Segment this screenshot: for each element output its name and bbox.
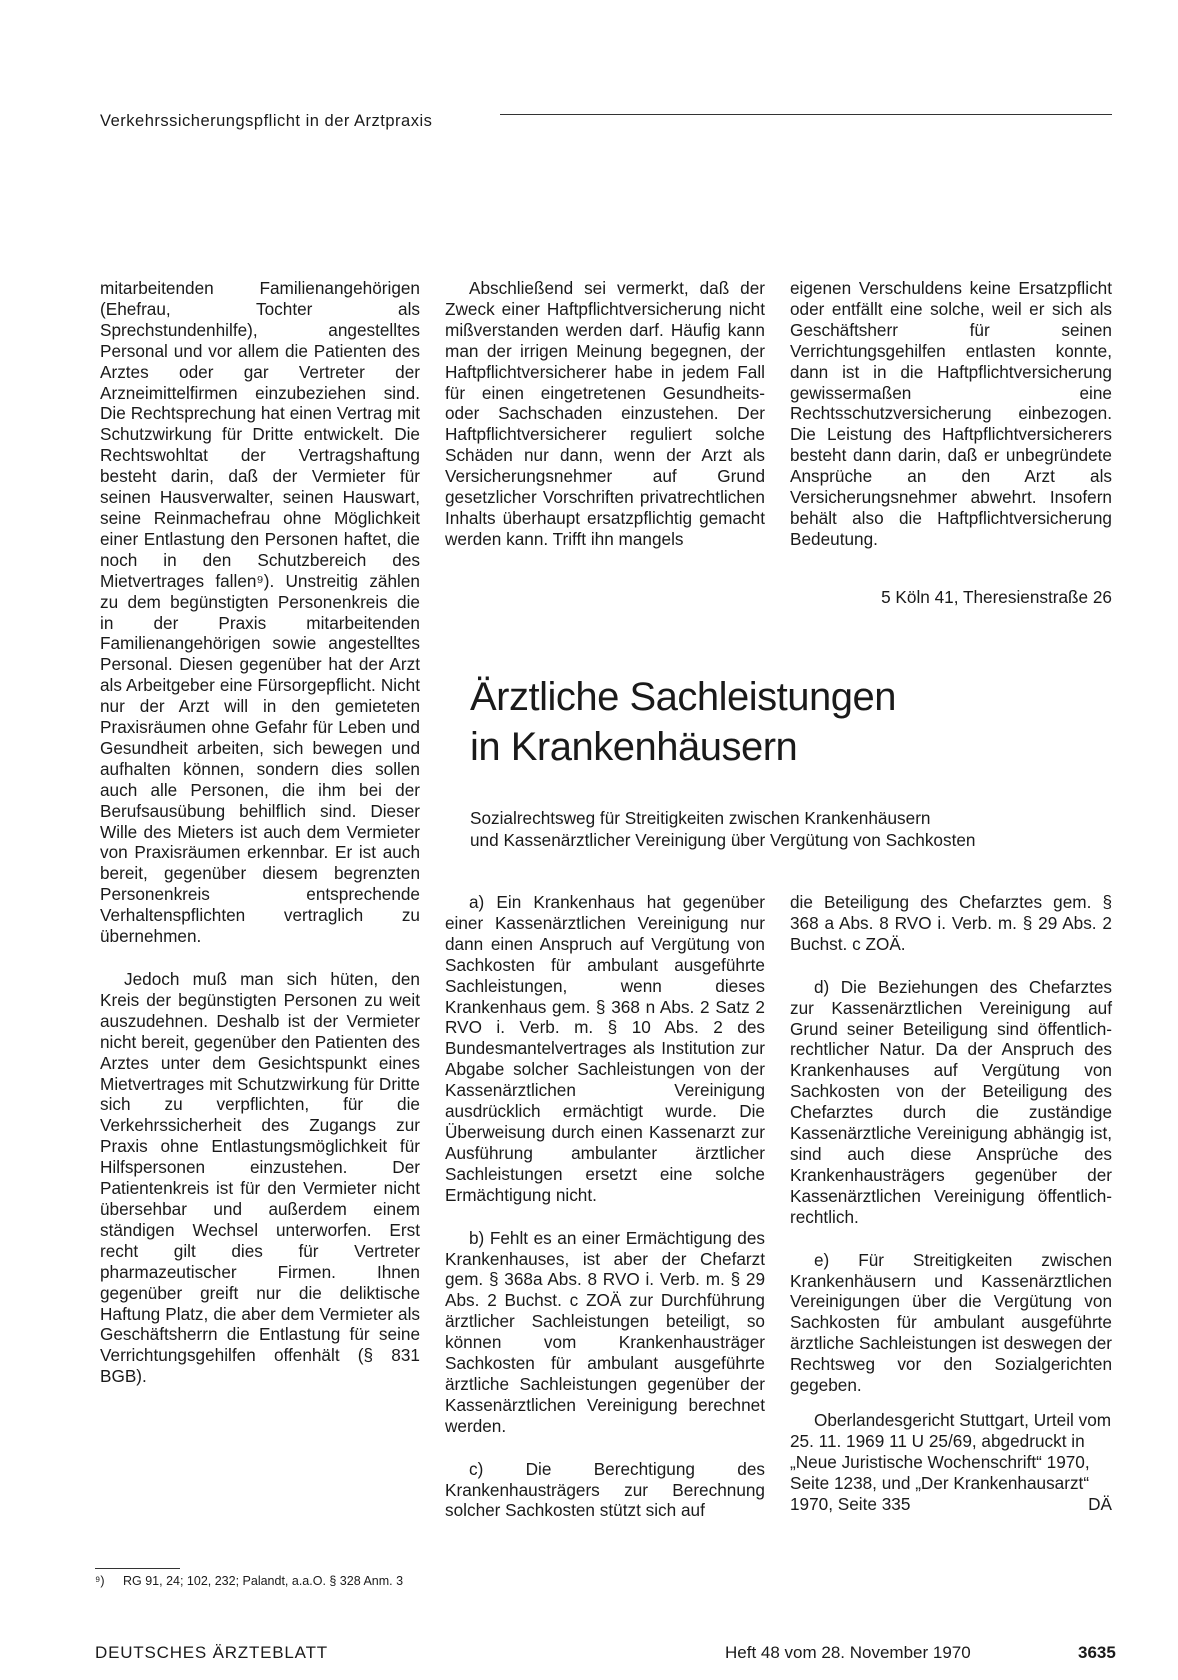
subtitle-line: und Kassenärztlicher Vereinigung über Vergütung von Sachkosten bbox=[470, 830, 976, 850]
title-line: Ärztliche Sachleistungen bbox=[470, 675, 897, 719]
footnote-rule bbox=[95, 1568, 180, 1569]
paragraph: b) Fehlt es an einer Ermächtigung des Krankenhauses, ist aber der Chefarzt gem. § 368a Abs. 8 RVO i. Verb. m. § 29 Abs. 2 Buchst. c ZOÄ zur Durchführung ärztlicher Sachleistungen beteiligt, so können vom Krankenhausträger Sachkosten für ambulant ausgeführte ärztliche Sachleistungen gegenüber der Kassenärztlichen Vereinigung berechnet werden. bbox=[445, 1227, 765, 1436]
source-citation bbox=[790, 1410, 1112, 1515]
journal-name: DEUTSCHES ÄRZTEBLATT bbox=[95, 1643, 328, 1662]
footnote bbox=[95, 1574, 420, 1589]
article-subtitle bbox=[470, 807, 1110, 851]
column-1 bbox=[100, 278, 420, 1387]
column-3 bbox=[790, 278, 1112, 550]
article-column-2 bbox=[790, 892, 1112, 1514]
source-text: Oberlandesgericht Stuttgart, Urteil vom 25. 11. 1969 11 U 25/69, abgedruckt in „Neue Juristische Wochenschrift“ 1970, Seite 1238, und „Der Krankenhausarzt“ 1970, Seite 335 bbox=[790, 1409, 1112, 1514]
title-line: in Krankenhäusern bbox=[470, 725, 798, 769]
source-tag: DÄ bbox=[1088, 1493, 1112, 1514]
paragraph: Abschließend sei vermerkt, daß der Zweck einer Haftpflichtversicherung nicht mißverstanden werden darf. Häufig kann man der irrigen Meinung begegnen, der Haftpflichtversicherer habe in jedem Fall für einen eingetretenen Gesundheits- oder Sachschaden einzustehen. Der Haftpflichtversicherer reguliert solche Schäden nur dann, wenn der Arzt als Versicherungsnehmer auf Grund gesetzlicher Vorschriften privatrechtlichen Inhalts überhaupt ersatzpflichtig gemacht werden kann. Trifft ihn mangels bbox=[445, 278, 765, 549]
paragraph: eigenen Verschuldens keine Ersatzpflicht oder entfällt eine solche, weil er sich als Geschäftsherr für seinen Verrichtungsgehilfen entlasten konnte, dann ist in die Haftpflichtversicherung gewissermaßen eine Rechtsschutzversicherung einbezogen. Die Leistung des Haftpflichtversicherers besteht dann darin, daß er unbegründete Ansprüche an den Arzt als Versicherungsnehmer abwehrt. Insofern behält also die Haftpflichtversicherung Bedeutung. bbox=[790, 278, 1112, 549]
paragraph: e) Für Streitigkeiten zwischen Krankenhäusern und Kassenärztlichen Vereinigungen über die Vergütung von Sachkosten für ambulant ausgeführte ärztliche Sachleistungen ist deswegen der Rechtsweg vor den Sozialgerichten gegeben. bbox=[790, 1249, 1112, 1396]
column-2 bbox=[445, 278, 765, 550]
issue-info: Heft 48 vom 28. November 1970 bbox=[725, 1643, 971, 1662]
article-title bbox=[470, 672, 1110, 772]
author-address: 5 Köln 41, Theresienstraße 26 bbox=[881, 587, 1112, 607]
paragraph: c) Die Berechtigung des Krankenhausträgers zur Berechnung solcher Sachkosten stützt sich auf bbox=[445, 1458, 765, 1521]
subtitle-line: Sozialrechtsweg für Streitigkeiten zwischen Krankenhäusern bbox=[470, 808, 931, 828]
paragraph: Jedoch muß man sich hüten, den Kreis der begünstigten Personen zu weit auszudehnen. Deshalb ist der Vermieter nicht bereit, gegenüber den Patienten des Arztes unter dem Gesichtspunkt eines Mietvertrages mit Schutzwirkung für Dritte sich zu verpflichten, für die Verkehrssicherheit des Zugangs zur Praxis ohne Entlastungsmöglichkeit für Hilfspersonen einzustehen. Der Patientenkreis ist für den Vermieter nicht übersehbar und außerdem einem ständigen Wechsel unterworfen. Erst recht gilt dies für Vertreter pharmazeutischer Firmen. Ihnen gegenüber greift nur die deliktische Haftung Platz, die aber dem Vermieter als Geschäftsherrn die Entlastung für seine Verrichtungsgehilfen offenhält (§ 831 BGB). bbox=[100, 969, 420, 1387]
page-number: 3635 bbox=[1078, 1643, 1116, 1662]
running-head: Verkehrssicherungspflicht in der Arztpraxis bbox=[100, 112, 433, 130]
paragraph: d) Die Beziehungen des Chefarztes zur Kassenärztlichen Vereinigung auf Grund seiner Beteiligung sind öffentlich-rechtlicher Natur. Da der Anspruch des Krankenhauses auf Vergütung von Sachkosten von der Beteiligung des Chefarztes durch die zuständige Kassenärztliche Vereinigung abhängig ist, sind auch diese Ansprüche des Krankenhausträgers gegenüber der Kassenärztlichen Vereinigung öffentlich-rechtlich. bbox=[790, 976, 1112, 1227]
footnote-text: RG 91, 24; 102, 232; Palandt, a.a.O. § 328 Anm. 3 bbox=[123, 1574, 404, 1588]
paragraph: a) Ein Krankenhaus hat gegenüber einer Kassenärztlichen Vereinigung nur dann einen Anspruch auf Vergütung von Sachkosten für ambulant ausgeführte Sachleistungen, wenn dieses Krankenhaus gem. § 368 n Abs. 2 Satz 2 RVO i. Verb. m. § 10 Abs. 2 des Bundesmantelvertrages als Institution zur Abgabe solcher Sachleistungen von der Kassenärztlichen Vereinigung ausdrücklich ermächtigt wurde. Die Überweisung durch einen Kassenarzt zur Ausführung ambulanter ärztlicher Sachleistungen ersetzt eine solche Ermächtigung nicht. bbox=[445, 892, 765, 1205]
footnote-mark: ⁹) bbox=[95, 1574, 105, 1588]
article-column-1 bbox=[445, 892, 765, 1521]
paragraph: mitarbeitenden Familienangehörigen (Ehefrau, Tochter als Sprechstundenhilfe), angestelltes Personal und vor allem die Patienten des Arztes oder gar Vertreter der Arzneimittelfirmen einzubeziehen sind. Die Rechtsprechung hat einen Vertrag mit Schutzwirkung für Dritte entwickelt. Die Rechtswohltat der Vertragshaftung besteht darin, daß der Vermieter für seinen Hausverwalter, seinen Hauswart, seine Reinmachefrau ohne Möglichkeit einer Entlastung den Personen haftet, die noch in den Schutzbereich des Mietvertrages fallen⁹). Unstreitig zählen zu dem begünstigten Personenkreis die in der Praxis mitarbeitenden Familienangehörigen sowie angestelltes Personal. Diesen gegenüber hat der Arzt als Arbeitgeber eine Fürsorgepflicht. Nicht nur der Arzt will in den gemieteten Praxisräumen ohne Gefahr für Leben und Gesundheit arbeiten, sich bewegen und aufhalten können, sondern dies sollen auch alle Personen, die ihm bei der Berufsausübung behilflich sind. Dieser Wille des Mieters ist auch dem Vermieter von Praxisräumen erkennbar. Er ist auch bereit, gegenüber diesem begrenzten Personenkreis entsprechende Verhaltenspflichten vertraglich zu übernehmen. bbox=[100, 278, 420, 947]
paragraph: die Beteiligung des Chefarztes gem. § 368 a Abs. 8 RVO i. Verb. m. § 29 Abs. 2 Buchst. c ZOÄ. bbox=[790, 892, 1112, 954]
header-rule bbox=[500, 114, 1112, 115]
